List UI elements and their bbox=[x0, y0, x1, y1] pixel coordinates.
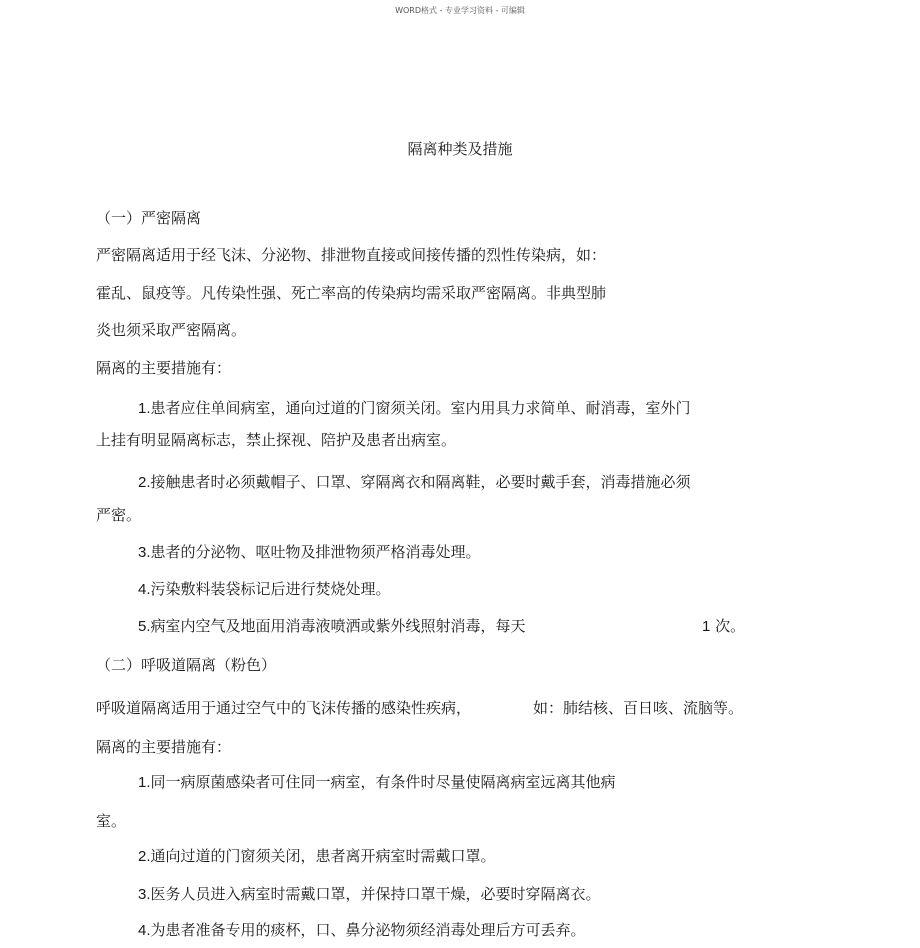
item-text: 接触患者时必须戴帽子、口罩、穿隔离衣和隔离鞋，必要时戴手套，消毒措施必须 bbox=[150, 473, 691, 491]
item-text: 医务人员进入病室时需戴口罩，并保持口罩干燥，必要时穿隔离衣。 bbox=[150, 885, 601, 903]
item-number: 2. bbox=[138, 474, 151, 491]
section2-item-4 bbox=[138, 920, 586, 941]
item-text: 患者应住单间病室，通向过道的门窗须关闭。室内用具力求简单、耐消毒，室外门 bbox=[150, 399, 691, 417]
section1-item-5 bbox=[138, 616, 526, 637]
section1-intro-line: 严密隔离适用于经飞沫、分泌物、排泄物直接或间接传播的烈性传染病，如： bbox=[96, 246, 607, 264]
section2-measures-label: 隔离的主要措施有： bbox=[96, 738, 232, 756]
section2-intro: 呼吸道隔离适用于通过空气中的飞沫传播的感染性疾病， bbox=[96, 699, 472, 717]
section2-heading: （二）呼吸道隔离（粉色） bbox=[96, 656, 277, 674]
item-text: 为患者准备专用的痰杯，口、鼻分泌物须经消毒处理后方可丢弃。 bbox=[150, 921, 586, 939]
item-number: 1. bbox=[138, 400, 151, 417]
section1-item-2-continuation: 严密。 bbox=[96, 506, 142, 524]
section1-intro-line: 霍乱、鼠疫等。凡传染性强、死亡率高的传染病均需采取严密隔离。非典型肺 bbox=[96, 284, 607, 302]
item-text: 病室内空气及地面用消毒液喷洒或紫外线照射消毒，每天 bbox=[150, 617, 526, 635]
section1-item-3 bbox=[138, 542, 481, 563]
item-text: 同一病原菌感染者可住同一病室，有条件时尽量使隔离病室远离其他病 bbox=[150, 773, 616, 791]
item-text: 患者的分泌物、呕吐物及排泄物须严格消毒处理。 bbox=[150, 543, 481, 561]
item-number: 4. bbox=[138, 581, 151, 598]
document-title: 隔离种类及措施 bbox=[407, 140, 513, 158]
section2-item-1-continuation: 室。 bbox=[96, 812, 127, 830]
section1-item-4 bbox=[138, 579, 391, 600]
item-number: 1. bbox=[138, 774, 151, 791]
section2-item-2 bbox=[138, 846, 496, 867]
item-number: 2. bbox=[138, 848, 151, 865]
section2-intro-examples: 如：肺结核、百日咳、流脑等。 bbox=[533, 699, 744, 717]
section1-item-1-continuation: 上挂有明显隔离标志，禁止探视、陪护及患者出病室。 bbox=[96, 431, 457, 449]
item-text: 通向过道的门窗须关闭，患者离开病室时需戴口罩。 bbox=[150, 847, 496, 865]
section1-item-5-tail bbox=[702, 616, 745, 637]
item-number: 5. bbox=[138, 618, 151, 635]
section2-item-1 bbox=[138, 772, 616, 793]
section1-intro-line: 炎也须采取严密隔离。 bbox=[96, 321, 247, 339]
item-text: 污染敷料装袋标记后进行焚烧处理。 bbox=[150, 580, 391, 598]
frequency-unit: 次。 bbox=[715, 617, 746, 635]
frequency-number: 1 bbox=[702, 618, 711, 635]
section1-heading: （一）严密隔离 bbox=[96, 209, 202, 227]
section1-item-1 bbox=[138, 398, 691, 419]
item-number: 3. bbox=[138, 886, 151, 903]
page-header: WORD格式 - 专业学习资料 - 可编辑 bbox=[395, 6, 525, 15]
item-number: 3. bbox=[138, 544, 151, 561]
section1-measures-label: 隔离的主要措施有： bbox=[96, 359, 232, 377]
item-number: 4. bbox=[138, 922, 151, 939]
section2-item-3 bbox=[138, 884, 601, 905]
section1-item-2 bbox=[138, 472, 691, 493]
